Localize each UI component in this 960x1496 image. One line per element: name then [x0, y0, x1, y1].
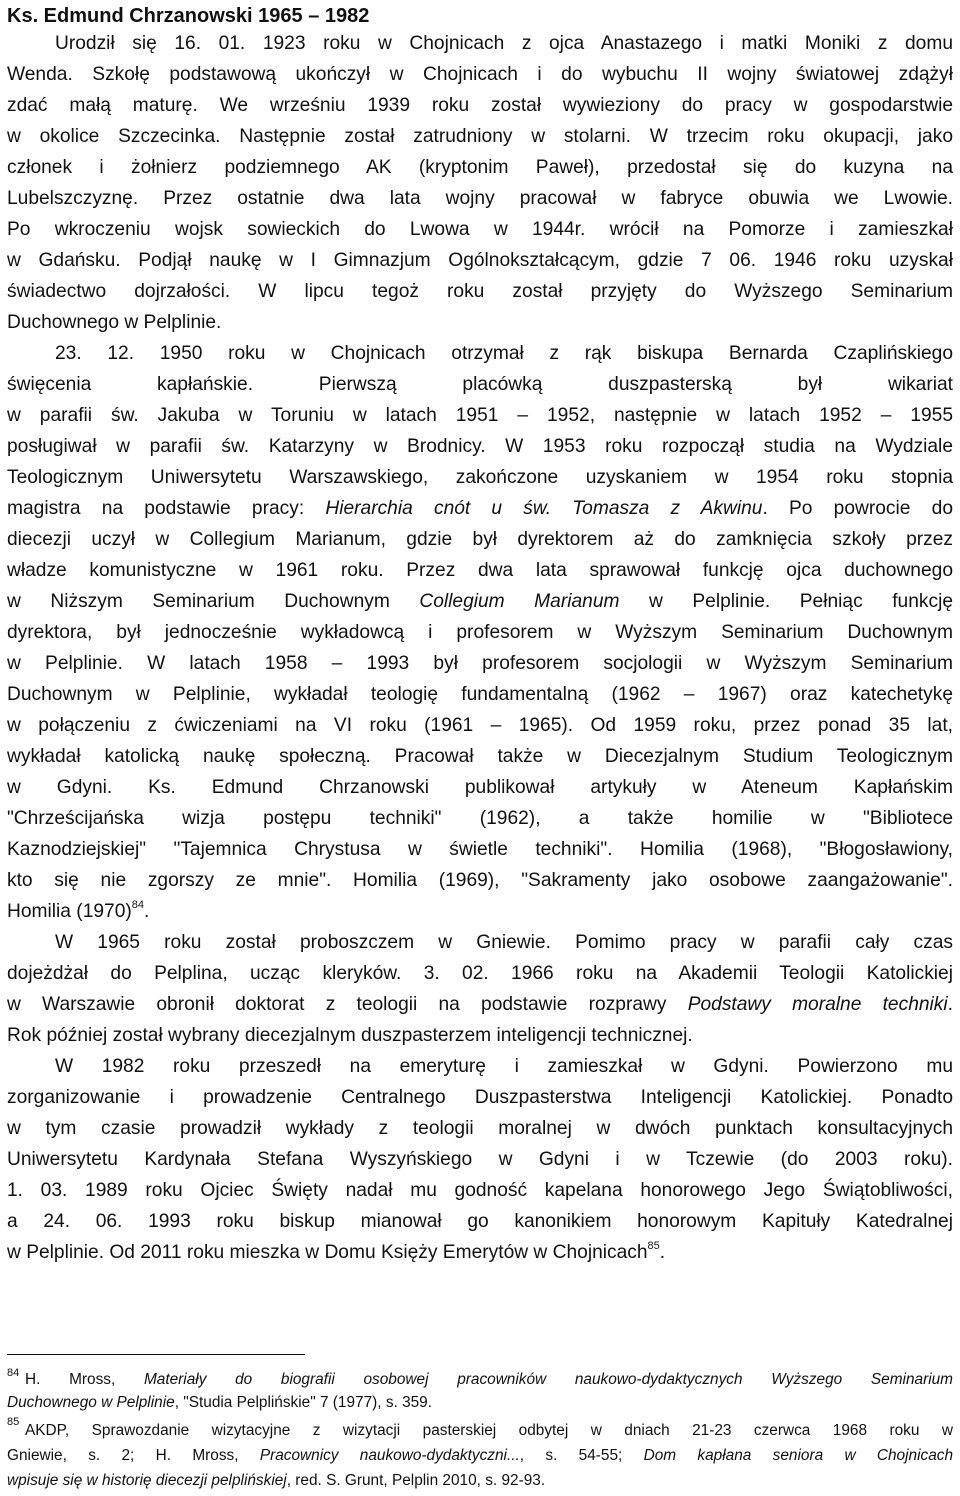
italic-title: Materiały do biografii osobowej pracowników naukowo-dydaktycznych Wyższego Seminarium — [143, 1371, 953, 1388]
footnote-divider — [7, 1354, 305, 1355]
footnote-ref-85[interactable]: 85 — [647, 1240, 660, 1252]
text-line: w okolice Szczecinka. Następnie został zatrudniony w stolarni. W trzecim roku okupacji, jako — [7, 126, 953, 147]
footnote-84: 84 H. Mross, Materiały do biografii osobowej pracowników naukowo-dydaktycznych Wyższego Seminarium — [7, 1367, 953, 1388]
footnote-number: 84 — [7, 1367, 20, 1379]
text-line: diecezji uczył w Collegium Marianum, gdzie był dyrektorem aż do zamknięcia szkoły przez — [7, 529, 953, 550]
text-line: w połączeniu z ćwiczeniami na VI roku (1961 – 1965). Od 1959 roku, przez ponad 35 lat, — [7, 715, 953, 736]
text-line: w Gdańsku. Podjął naukę w I Gimnazjum Ogólnokształcącym, gdzie 7 06. 1946 roku uzyskał — [7, 250, 953, 271]
text-line: "Chrześcijańska wizja postępu techniki" (1962), a także homilie w "Bibliotece — [7, 808, 953, 829]
italic-title: Dom kapłana seniora w Chojnicach — [643, 1447, 954, 1464]
text-line: Wenda. Szkołę podstawową ukończył w Chojnicach i do wybuchu II wojny światowej zdążył — [7, 64, 953, 85]
text-line: magistra na podstawie pracy: Hierarchia cnót u św. Tomasza z Akwinu. Po powrocie do — [7, 498, 953, 519]
text-line: Homilia $(1970)^{84}$. — [7, 899, 150, 922]
text-line: Rok później został wybrany diecezjalnym duszpasterzem inteligencji technicznej. — [7, 1025, 693, 1046]
text-line: w parafii św. Jakuba w Toruniu w latach 1951 – 1952, następnie w latach 1952 – 1955 — [7, 405, 953, 426]
text-line: Kaznodziejskiej" "Tajemnica Chrystusa w świetle techniki". Homilia (1968), "Błogosławiony, — [7, 839, 953, 860]
text-line: w Niższym Seminarium Duchownym Collegium Marianum w Pelplinie. Pełniąc funkcję — [7, 591, 953, 612]
text-line: Duchownym w Pelplinie, wykładał teologię fundamentalną (1962 – 1967) oraz katechetykę — [7, 684, 953, 705]
text-line: w Warszawie obronił doktorat z teologii na podstawie rozprawy Podstawy moralne techniki. — [7, 994, 953, 1015]
text-line: świadectwo dojrzałości. W lipcu tegoż roku został przyjęty do Wyższego Seminarium — [7, 281, 953, 302]
italic-title: Pracownicy naukowo-dydaktyczni... — [259, 1447, 520, 1464]
footnote-line: Gniewie, s. 2; H. Mross, Pracownicy naukowo-dydaktyczni..., s. 54-55; Dom kapłana seniora w Chojnicach — [7, 1447, 954, 1464]
text-line: wykładał katolicką naukę społeczną. Pracował także w Diecezjalnym Studium Teologicznym — [7, 746, 953, 767]
text-line: 1. 03. 1989 roku Ojciec Święty nadał mu godność kapelana honorowego Jego Świątobliwości, — [7, 1180, 953, 1201]
text-line: W 1982 roku przeszedł na emeryturę i zamieszkał w Gdyni. Powierzono mu — [55, 1056, 953, 1077]
text-line: w tym czasie prowadził wykłady z teologii moralnej w dwóch punktach konsultacyjnych — [7, 1118, 953, 1139]
text-line: kto się nie zgorszy ze mnie". Homilia (1969), "Sakramenty jako osobowe zaangażowanie". — [7, 870, 953, 891]
text-line: w Pelplinie. W latach 1958 – 1993 był profesorem socjologii w Wyższym Seminarium — [7, 653, 953, 674]
text-line: w Pelplinie. Od 2011 roku mieszka w Domu Księży Emerytów w Chojnicach$^{85}$. — [7, 1240, 666, 1263]
text-line: Duchownego w Pelplinie. — [7, 312, 222, 333]
text-line: zdać małą maturę. We wrześniu 1939 roku został wywieziony do pracy w gospodarstwie — [7, 95, 953, 116]
text-line: dyrektora, był jednocześnie wykładowcą i profesorem w Wyższym Seminarium Duchownym — [7, 622, 953, 643]
italic-title: Duchownego w Pelplinie — [7, 1394, 175, 1411]
footnote-85: 85 AKDP, Sprawozdanie wizytacyjne z wizytacji pasterskiej odbytej w dniach 21-23 czerwca 1968 roku w — [7, 1416, 953, 1439]
footnote-line: wpisuje się w historię diecezji pelplińskiej, red. S. Grunt, Pelplin 2010, s. 92-93. — [7, 1472, 546, 1489]
text-line: Teologicznym Uniwersytetu Warszawskiego, zakończone uzyskaniem w 1954 roku stopnia — [7, 467, 953, 488]
text-line: władze komunistyczne w 1961 roku. Przez dwa lata sprawował funkcję ojca duchownego — [7, 560, 953, 581]
text-line: dojeżdżał do Pelplina, ucząc kleryków. 3. 02. 1966 roku na Akademii Teologii Katolickiej — [7, 963, 953, 984]
text-line: Uniwersytetu Kardynała Stefana Wyszyńskiego w Gdyni i w Tczewie (do 2003 roku). — [7, 1149, 953, 1170]
text-line: W 1965 roku został proboszczem w Gniewie. Pomimo pracy w parafii cały czas — [55, 932, 953, 953]
text-line: posługiwał w parafii św. Katarzyny w Brodnicy. W 1953 roku rozpoczął studia na Wydziale — [7, 436, 953, 457]
footnote-line: Duchownego w Pelplinie, "Studia Pelplińskie" 7 (1977), s. 359. — [7, 1394, 433, 1411]
text-line: a 24. 06. 1993 roku biskup mianował go kanonikiem honorowym Kapituły Katedralnej — [7, 1211, 953, 1232]
text-line: członek i żołnierz podziemnego AK (kryptonim Paweł), przedostał się do kuzyna na — [7, 157, 953, 178]
text-line: Lubelszczyznę. Przez ostatnie dwa lata wojny pracował w fabryce obuwia we Lwowie. — [7, 188, 953, 209]
footnote-ref-84[interactable]: 84 — [131, 899, 145, 911]
italic-title: wpisuje się w historię diecezji pelplińskiej — [7, 1472, 287, 1489]
text-line: Po wkroczeniu wojsk sowieckich do Lwowa w 1944r. wrócił na Pomorze i zamieszkał — [7, 219, 953, 240]
text-line: w Gdyni. Ks. Edmund Chrzanowski publikował artykuły w Ateneum Kapłańskim — [7, 777, 953, 798]
text-line: Urodził się 16. 01. 1923 roku w Chojnicach z ojca Anastazego i matki Moniki z domu — [55, 33, 953, 54]
document-title: Ks. Edmund Chrzanowski 1965 – 1982 — [7, 5, 370, 27]
text-line: 23. 12. 1950 roku w Chojnicach otrzymał z rąk biskupa Bernarda Czaplińskiego — [55, 343, 953, 364]
italic-title: Collegium Marianum — [419, 591, 620, 612]
text-line: zorganizowanie i prowadzenie Centralnego Duszpasterstwa Inteligencji Katolickiej. Ponadto — [7, 1087, 953, 1108]
text-line: święcenia kapłańskie. Pierwszą placówką duszpasterską był wikariat — [7, 374, 953, 395]
italic-title: Hierarchia cnót u św. Tomasza z Akwinu — [325, 498, 763, 519]
footnote-number: 85 — [7, 1416, 20, 1428]
italic-title: Podstawy moralne techniki — [687, 994, 948, 1015]
